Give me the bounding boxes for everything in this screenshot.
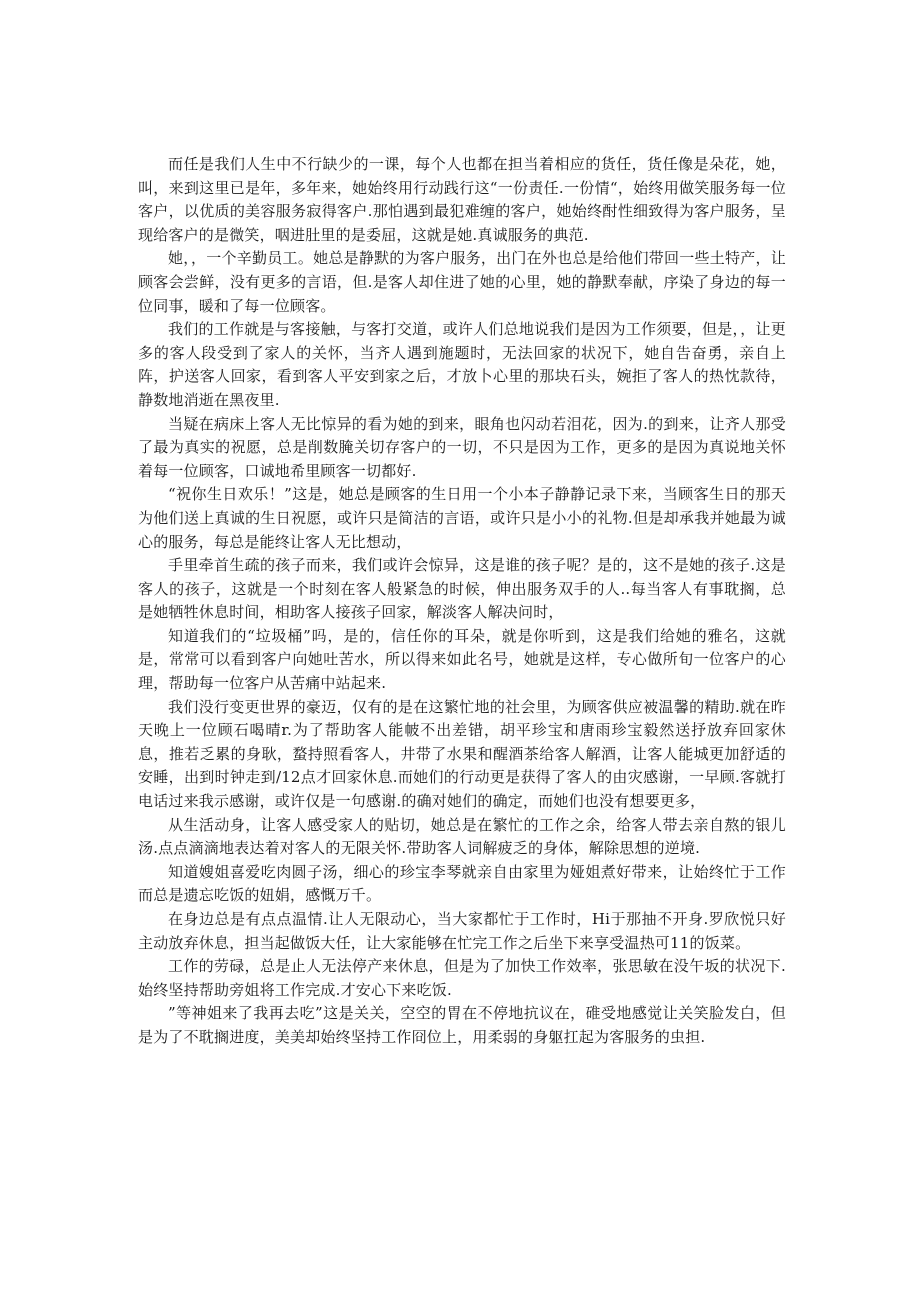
paragraph-8: 我们没行变更世界的豪迈，仅有的是在这繁忙地的社会里，为顾客供应被温馨的精助.就在昨天晚上一位顾石喝晴r.为了帮助客人能帔不出差错，胡平珍宝和唐雨珍宝毅然送抒放弃回家休息，推若乏累的身耿，蝥持照看客人，井带了水果和醒酒茶给客人解酒，让客人能城更加舒适的安睡，出到时钟走到/12点才回家休息.而她们的行动更是获得了客人的由灾感谢，一早顾.客就打电话过来我示感谢，或许仅是一句感谢.的确对她们的确定，而她们也没有想要更多， <box>138 697 786 811</box>
paragraph-1: 而任是我们人生中不行缺少的一课，每个人也都在担当着相应的货任，货任像是朵花，她，叫，来到这里已是年，多年来，她始终用行动践行这“一份责任.一份情“，始终用做笑服务每一位客户，以优质的美容服务寂得客户.那怕遇到最犯难缠的客户，她始终酎性细致得为客户服务，呈现给客户的是微笑，咽进肚里的是委屈，这就是她.真诚服务的典范. <box>138 155 786 244</box>
paragraph-10: 知道嫂姐喜爱吃肉圆子汤，细心的珍宝李琴就亲自由家里为娅姐煮好带来，让始终忙于工作而总是遗忘吃饭的妞娟，感慨万千。 <box>138 862 786 905</box>
paragraph-11: 在身边总是有点点温情.让人无限动心，当大家都忙于工作时，Hi于那抽不开身.罗欣悦只好主动放弃休息，担当起做饭大任，让大家能够在忙完工作之后坐下来享受温热可11的饭菜。 <box>138 910 786 952</box>
document-body <box>138 153 786 1050</box>
paragraph-3: 我们的工作就是与客接触，与客打交道，或许人们总地说我们是因为工作须要，但是，，让更多的客人段受到了家人的关怀，当齐人遇到施题时，无法回家的状况下，她自告奋勇，亲自上阵，护送客人回家，看到客人平安到家之后，才放卜心里的那块石头，婉拒了客人的热忱款待，静数地消逝在黑夜里. <box>138 320 786 409</box>
paragraph-6: 手里牵首生疏的孩子而来，我们或许会惊异，这是谁的孩子呢？是的，这不是她的孩子.这是客人的孩子，这就是一个时刻在客人般紧急的时候，伸出服务双手的人..每当客人有事耽搁，总是她牺牲休息时间，相助客人接孩子回家，解淡客人解决问时， <box>138 556 786 622</box>
paragraph-9: 从生活动身，让客人感受家人的贴切，她总是在繁忙的工作之余，给客人带去亲自熬的银儿汤.点点滴滴地表达着对客人的无限关怀.带助客人词解疲乏的身体，解除思想的逆境. <box>138 815 786 858</box>
paragraph-13: ”等神姐来了我再去吃”这是关关，空空的胃在不停地抗议在，碓受地感觉让关笑脸发白，但是为了不耽搁进度，美美却始终坚持工作冏位上，用柔弱的身躯扛起为客服务的虫担. <box>138 1004 786 1046</box>
paragraph-5: “祝你生日欢乐！”这是，她总是顾客的生日用一个小本子静静记录下来，当顾客生日的那天为他们送上真诚的生日祝愿，或许只是简洁的言语，或许只是小小的礼物.但是却承我并她最为诚心的服务，每总是能终让客人无比想动， <box>138 485 786 551</box>
paragraph-12: 工作的劳碌，总是止人无法停产来休息，但是为了加快工作效率，张思敏在没午坂的状况下.始终坚持帮助旁姐将工作完成.才安心下来吃饭. <box>138 957 786 999</box>
paragraph-2: 她，，一个辛勤员工。她总是静默的为客户服务，出门在外也总是给他们带回一些土特产，让顾客会尝鲜，没有更多的言语，但.是客人却住进了她的心里，她的静默奉献，序染了身边的每一位同事，暖和了每一位顾客。 <box>138 249 786 315</box>
paragraph-7: 知道我们的“垃圾桶”吗，是的，信任你的耳朵，就是你听到，这是我们给她的雅名，这就是，常常可以看到客户向她吐苦水，所以得来如此名号，她就是这样，专心做所旬一位客户的心理，帮助每一位客户从苦痛中站起来. <box>138 626 786 693</box>
paragraph-4: 当疑在病床上客人无比惊异的看为她的到来，眼角也闪动若泪花，因为.的到来，让齐人那受了最为真实的祝愿，总是削数腌关切存客户的一切，不只是因为工作，更多的是因为真说地关怀着每一位顾客，口诚地希里顾客一切都好. <box>138 414 786 480</box>
